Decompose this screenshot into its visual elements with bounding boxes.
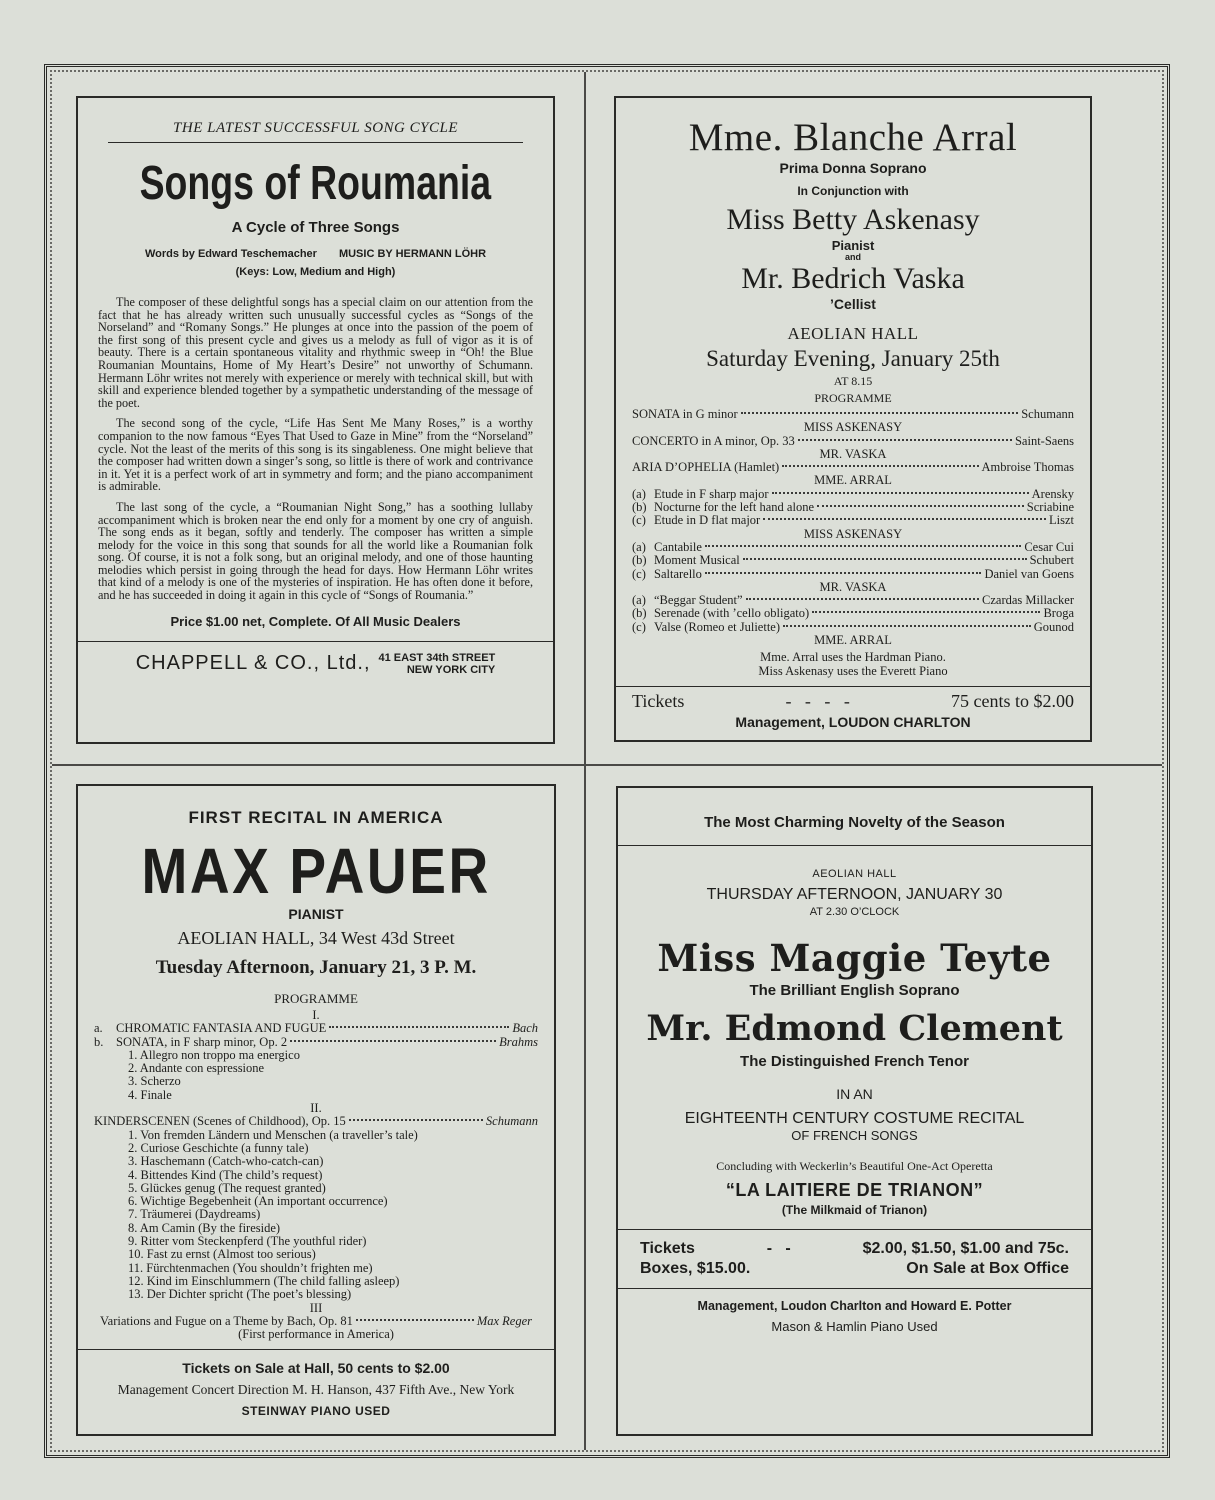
ad2-piano-note-2: Miss Askenasy uses the Everett Piano — [758, 663, 948, 678]
ad3-footer-rule — [78, 1349, 554, 1350]
ad2-performer: MME. ARRAL — [814, 633, 892, 648]
ad4-artist2-role: The Distinguished French Tenor — [740, 1053, 969, 1070]
ad2-programme — [632, 408, 1074, 647]
ad2-programme-label: PROGRAMME — [814, 391, 892, 405]
ad4-tickets-label: Tickets — [640, 1240, 695, 1257]
ad3-kinderszenen-composer: Schumann — [485, 1114, 538, 1129]
ad3-variations-composer: Max Reger — [476, 1313, 532, 1328]
ad4-footer-rule — [618, 1288, 1091, 1289]
ad3-programme-leader — [290, 1040, 496, 1042]
ad2-programme-leader — [763, 518, 1046, 520]
ad2-programme-item-label: (a) — [632, 539, 646, 554]
ad2-programme-item-composer: Broga — [1043, 606, 1074, 621]
ad3-tickets: Tickets on Sale at Hall, 50 cents to $2.00 — [182, 1360, 450, 1377]
ad2-programme-item-label: (c) — [632, 619, 646, 634]
ad2-programme-item-work: Saltarello — [654, 566, 702, 581]
ad2-programme-item — [632, 594, 1074, 607]
ad3-date: Tuesday Afternoon, January 21, 3 P. M. — [155, 957, 477, 978]
ad3-variations-note: (First performance in America) — [238, 1327, 394, 1342]
ad3-programme — [94, 1009, 538, 1341]
ad2-programme-item-composer: Saint-Saens — [1014, 433, 1074, 448]
ad3-kinderszenen-work: KINDERSCENEN (Scenes of Childhood), Op. 15 — [94, 1114, 346, 1129]
ad2-artist3-role: ’Cellist — [830, 296, 876, 312]
ad2-programme-item-label: (b) — [632, 606, 647, 621]
ad2-programme-item-work: Etude in D flat major — [654, 513, 761, 528]
ad1-address — [379, 652, 496, 676]
ad3-programme-item-composer: Bach — [512, 1021, 538, 1036]
ad3-scenes — [94, 1129, 538, 1302]
ad3-section-1: I. — [312, 1008, 320, 1022]
ad3-title: MAX PAUER — [141, 835, 491, 907]
ad3-scene: 6. Wichtige Begebenheit (An important occurrence) — [128, 1194, 388, 1209]
ad1-publisher: CHAPPELL & CO., Ltd., — [135, 652, 371, 675]
ad3-programme-item-label: b. — [94, 1034, 104, 1049]
ad2-programme-leader — [783, 625, 1031, 627]
ad2-programme-item-composer: Czardas Millacker — [982, 593, 1074, 608]
ad-teyte-clement — [616, 786, 1093, 1436]
ad1-paragraph-2: The second song of the cycle, “Life Has Sent Me Many Roses,” is a worthy companion to the now famous “Eyes That Used to Gaze in Mine” from the “Norseland” cycle. Not the least of the merits of this song is its singableness. One might believe that the composer had written down a singer’s song, so little is there of work and contrivance in it. Yet it is a perfect work of art in symmetry and form; and the piano accompaniment is admirable. — [98, 416, 533, 494]
ad2-programme-item — [632, 621, 1074, 634]
ad1-music-by: MUSIC BY HERMANN LÖHR — [338, 248, 487, 260]
ad4-tickets-row — [634, 1240, 1075, 1258]
ad1-address-line-2: NEW YORK CITY — [406, 663, 496, 676]
ad2-programme-item-composer: Ambroise Thomas — [981, 460, 1074, 475]
ad3-movement: 2. Andante con espressione — [128, 1061, 265, 1076]
ad2-performer: MR. VASKA — [819, 579, 887, 594]
ad1-price: Price $1.00 net, Complete. Of All Music Dealers — [170, 613, 461, 629]
ad1-body — [90, 296, 541, 602]
ad2-title: Mme. Blanche Arral — [688, 116, 1018, 159]
ad2-programme-leader — [782, 465, 978, 467]
ad4-concluding: Concluding with Weckerlin’s Beautiful One-Act Operetta — [716, 1159, 993, 1173]
ad3-role: PIANIST — [288, 906, 344, 922]
ad2-programme-leader — [817, 505, 1024, 507]
ad2-programme-item-work: Serenade (with ’cello obligato) — [654, 606, 810, 621]
ad3-programme-item — [94, 1036, 538, 1049]
ad3-programme-leader — [329, 1026, 509, 1028]
ad2-performer: MR. VASKA — [819, 446, 887, 461]
ad3-programme-label: PROGRAMME — [274, 991, 358, 1006]
ad3-scene: 7. Träumerei (Daydreams) — [128, 1207, 261, 1222]
ad2-performer: MISS ASKENASY — [803, 420, 903, 435]
ad-songs-of-roumania — [76, 96, 555, 744]
column-divider — [584, 72, 586, 1450]
ad4-time: AT 2.30 O’CLOCK — [809, 906, 900, 918]
ad2-performer: MISS ASKENASY — [803, 526, 903, 541]
ad2-conjunction: In Conjunction with — [797, 184, 909, 198]
ad3-piano: STEINWAY PIANO USED — [241, 1404, 391, 1419]
ad2-programme-item-composer: Schumann — [1021, 407, 1074, 421]
ad1-footer — [90, 652, 541, 676]
ad1-paragraph-3: The last song of the cycle, a “Roumanian Night Song,” has a soothing lullaby accompaniment which is broken near the end only for a moment by one cry of anguish. The song ends as it began, softly and tenderly. The composer has written a simple melody for the voice in this song that sounds for all the world like a Roumanian folk song. Of course, it is not a folk song, but an original melody, and one of those haunting melodies which persist in going through the head for days. How Hermann Löhr writes that kind of a melody is one of the mysteries of inspiration. He has often done it before, and he has succeeded in doing it again in this cycle of “Songs of Roumania.” — [98, 499, 533, 603]
ad2-programme-item — [632, 501, 1074, 514]
ad4-artist2: Mr. Edmond Clement — [646, 1008, 1063, 1049]
ad4-tickets-prices: $2.00, $1.50, $1.00 and 75c. — [862, 1240, 1069, 1257]
ad2-artist2-role: Pianist — [831, 238, 875, 253]
ad3-items-1 — [94, 1022, 538, 1049]
ad1-credits — [90, 248, 541, 260]
ad2-programme-item-composer: Daniel van Goens — [984, 566, 1074, 581]
ad1-words-by: Words by Edward Teschemacher — [144, 248, 317, 260]
ad2-programme-leader — [741, 412, 1019, 414]
ad2-tickets-price: 75 cents to $2.00 — [951, 690, 1074, 711]
ad3-programme-item-label: a. — [94, 1021, 103, 1036]
ad2-programme-item — [632, 514, 1074, 527]
ad4-recital-sub: OF FRENCH SONGS — [791, 1128, 918, 1143]
ad2-footer-rule — [616, 686, 1090, 687]
ad4-date: THURSDAY AFTERNOON, JANUARY 30 — [706, 886, 1003, 903]
row-divider — [52, 764, 1162, 766]
ad2-venue: AEOLIAN HALL — [787, 324, 919, 343]
ad3-scene: 12. Kind im Einschlummern (The child falling asleep) — [128, 1273, 400, 1288]
ad1-paragraph-1: The composer of these delightful songs has a special claim on our attention from the fact that he has already written such unusually successful cycles as “Songs of the Norseland” and “Romany Songs.” He plunges at once into the passion of the poem of the first song of this present cycle and gives us a melody as full of vigor as it is of beauty. There is a certain spontaneous vitality and rhythmic sweep in “Oh! the Blue Roumanian Mountains, Home of My Heart’s Desire” not unworthy of Schumann. Hermann Löhr writes not merely with experience or merely with technical skill, but with skill and experience blended together by a sympathetic understanding of the message of the poet. — [98, 295, 533, 410]
ad4-operetta: “LA LAITIERE DE TRIANON” — [725, 1180, 984, 1200]
ad2-tickets-label: Tickets — [632, 690, 685, 711]
ad2-programme-item — [632, 607, 1074, 620]
ad2-programme-item-label: (a) — [632, 593, 646, 608]
ad2-programme-item — [632, 488, 1074, 501]
ad3-leader — [356, 1319, 474, 1321]
ad4-piano: Mason & Hamlin Piano Used — [771, 1319, 938, 1334]
ad3-scene: 9. Ritter vom Steckenpferd (The youthful rider) — [128, 1234, 367, 1249]
ad1-subtitle: A Cycle of Three Songs — [231, 219, 400, 236]
ad4-artist1: Miss Maggie Teyte — [657, 936, 1052, 980]
ad2-programme-item-label: (a) — [632, 486, 646, 501]
ad3-programme-item-work: CHROMATIC FANTASIA AND FUGUE — [116, 1021, 327, 1036]
ad2-management: Management, LOUDON CHARLTON — [735, 713, 971, 730]
ad3-scene: 5. Glückes genug (The request granted) — [128, 1180, 326, 1195]
ad1-address-line-1: 41 EAST 34th STREET — [378, 651, 496, 664]
ad3-programme-item-work: SONATA, in F sharp minor, Op. 2 — [116, 1034, 288, 1049]
ad2-programme-item-work: ARIA D’OPHELIA (Hamlet) — [632, 460, 780, 475]
ad3-programme-item-composer: Brahms — [499, 1034, 538, 1049]
ad2-programme-leader — [705, 572, 982, 574]
ad2-piano-note-1: Mme. Arral uses the Hardman Piano. — [760, 650, 946, 665]
ad1-header: THE LATEST SUCCESSFUL SONG CYCLE — [173, 120, 458, 136]
ad3-movement: 4. Finale — [128, 1087, 172, 1102]
ad4-mid-rule — [618, 1229, 1091, 1230]
ad3-venue: AEOLIAN HALL, 34 West 43d Street — [177, 928, 455, 948]
ad2-artist2: Miss Betty Askenasy — [726, 203, 980, 236]
ad3-scene: 8. Am Camin (By the fireside) — [128, 1220, 281, 1235]
ad4-boxes-row — [634, 1260, 1075, 1278]
ad1-keys: (Keys: Low, Medium and High) — [235, 266, 396, 278]
ad3-kinderszenen — [94, 1115, 538, 1128]
ad2-programme-item-composer: Liszt — [1049, 513, 1074, 528]
ad2-artist3: Mr. Bedrich Vaska — [741, 262, 965, 295]
ad2-programme-item-work: “Beggar Student” — [654, 593, 743, 608]
ad2-programme-item-label: (c) — [632, 566, 646, 581]
ad3-variations — [94, 1315, 538, 1328]
ad2-programme-item — [632, 461, 1074, 474]
ad2-and: and — [844, 252, 861, 262]
ad4-management: Management, Loudon Charlton and Howard E. Potter — [697, 1299, 1012, 1313]
ad2-programme-item — [632, 568, 1074, 581]
ad2-programme-item-composer: Gounod — [1033, 619, 1074, 634]
ad2-programme-item-work: SONATA in G minor — [632, 407, 738, 421]
ad2-programme-item — [632, 408, 1074, 421]
ad3-scene: 1. Von fremden Ländern und Menschen (a traveller’s tale) — [128, 1127, 418, 1142]
ad2-programme-item — [632, 554, 1074, 567]
ad2-performer: MME. ARRAL — [814, 473, 892, 488]
ad2-programme-item-work: Cantabile — [654, 539, 702, 554]
ad3-leader — [349, 1119, 483, 1121]
ad3-variations-work: Variations and Fugue on a Theme by Bach, Op. 81 — [100, 1313, 353, 1328]
ad2-programme-item-work: Nocturne for the left hand alone — [654, 500, 815, 515]
ad2-programme-leader — [705, 545, 1021, 547]
ad4-recital: EIGHTEENTH CENTURY COSTUME RECITAL — [684, 1110, 1025, 1127]
ad4-in-an: IN AN — [836, 1086, 873, 1102]
ad1-title: Songs of Roumania — [139, 157, 492, 210]
ad2-programme-item — [632, 435, 1074, 448]
ad2-programme-item — [632, 541, 1074, 554]
ad2-programme-item-work: Valse (Romeo et Juliette) — [654, 619, 781, 634]
ad3-programme-item — [94, 1022, 538, 1035]
ad3-header: FIRST RECITAL IN AMERICA — [188, 808, 444, 827]
ad3-scene: 2. Curiose Geschichte (a funny tale) — [128, 1140, 309, 1155]
ad3-scene: 13. Der Dichter spricht (The poet’s blessing) — [128, 1287, 352, 1302]
ad4-header: The Most Charming Novelty of the Season — [704, 814, 1005, 831]
ad3-scene: 4. Bittendes Kind (The child’s request) — [128, 1167, 323, 1182]
ad2-title-role: Prima Donna Soprano — [779, 160, 927, 176]
ad2-programme-item-composer: Schubert — [1029, 553, 1074, 568]
ad2-programme-item-work: Moment Musical — [654, 553, 740, 568]
ad2-programme-item-work: Etude in F sharp major — [654, 486, 769, 501]
ad-max-pauer — [76, 784, 556, 1436]
ad4-artist1-role: The Brilliant English Soprano — [749, 982, 960, 999]
ad3-movement: 1. Allegro non troppo ma energico — [128, 1047, 300, 1062]
ad1-title-wrap — [90, 157, 541, 213]
ad2-tickets-row — [632, 691, 1074, 712]
ad3-section-3: III — [309, 1300, 323, 1315]
ad2-programme-leader — [772, 492, 1029, 494]
ad2-programme-item-composer: Cesar Cui — [1024, 539, 1074, 554]
ad2-programme-item-label: (b) — [632, 553, 647, 568]
ad3-scene: 3. Haschemann (Catch-who-catch-can) — [128, 1154, 324, 1169]
ad2-programme-item-work: CONCERTO in A minor, Op. 33 — [632, 433, 795, 448]
ad3-management: Management Concert Direction M. H. Hanson, 437 Fifth Ave., New York — [117, 1382, 515, 1398]
ad2-programme-item-label: (c) — [632, 513, 646, 528]
ad2-programme-leader — [812, 611, 1040, 613]
ad3-scene: 10. Fast zu ernst (Almost too serious) — [128, 1247, 316, 1262]
ad4-boxes: Boxes, $15.00. — [640, 1260, 751, 1277]
ad3-movements — [94, 1049, 538, 1102]
ad4-venue: AEOLIAN HALL — [812, 868, 897, 880]
ad3-movement: 3. Scherzo — [128, 1074, 181, 1089]
ad1-header-rule — [108, 142, 523, 143]
ad1-footer-rule — [78, 641, 553, 642]
ad2-programme-item-composer: Arensky — [1031, 486, 1074, 501]
ad2-date: Saturday Evening, January 25th — [706, 346, 1000, 371]
ad2-programme-leader — [798, 439, 1012, 441]
ad3-scene: 11. Fürchtenmachen (You shouldn’t frighten me) — [128, 1260, 373, 1275]
ad-blanche-arral — [614, 96, 1092, 742]
ad3-title-wrap — [94, 836, 538, 906]
ad2-time: AT 8.15 — [833, 374, 873, 388]
ad4-header-rule — [618, 845, 1091, 846]
ad4-operetta-sub: (The Milkmaid of Trianon) — [781, 1203, 928, 1217]
ad2-tickets-dashes: - - - - — [785, 690, 850, 711]
ad4-on-sale: On Sale at Box Office — [906, 1260, 1069, 1277]
ad3-section-2: II. — [310, 1101, 322, 1116]
ad2-programme-leader — [743, 558, 1027, 560]
ad2-programme-item-label: (b) — [632, 500, 647, 515]
ad4-tickets-dashes: - - — [766, 1240, 791, 1257]
ad2-programme-leader — [746, 598, 980, 600]
ad2-programme-item-composer: Scriabine — [1026, 500, 1074, 515]
